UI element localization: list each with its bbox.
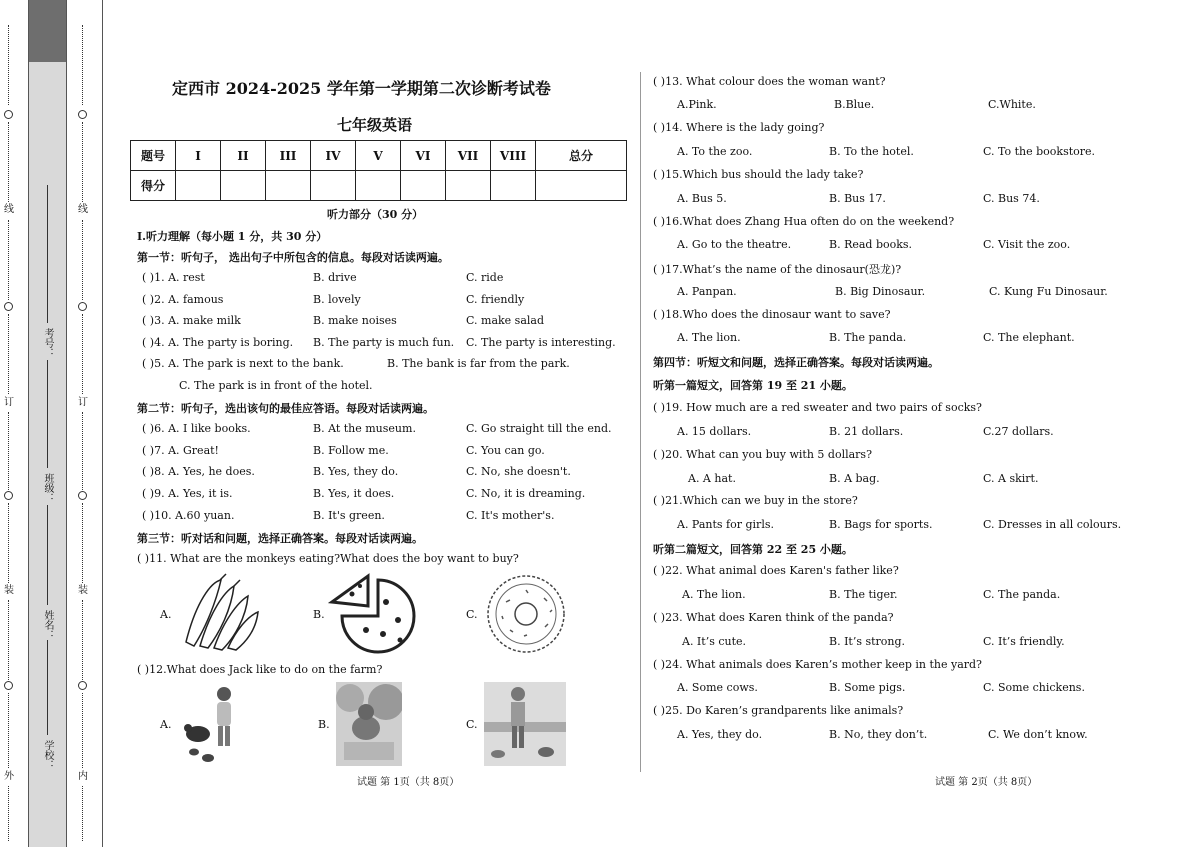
q10-option-b: B. It's green. [313, 509, 385, 522]
binding-circle [78, 110, 87, 119]
q7-option-b: B. Follow me. [313, 444, 389, 457]
q17-question: ( )17.What’s the name of the dinosaur(恐龙)? [653, 263, 902, 276]
q19-option-a: A. 15 dollars. [677, 425, 752, 438]
q21-question: ( )21.Which can we buy in the store? [653, 494, 858, 507]
q11-label-a: A. [160, 608, 172, 621]
q24-option-b: B. Some pigs. [829, 681, 906, 694]
score-header-cell: VII [446, 141, 491, 171]
q15-question: ( )15.Which bus should the lady take? [653, 168, 864, 181]
q4-option-b: B. The party is much fun. [313, 336, 455, 349]
footer-page-1: 试题 第 1页（共 8页） [357, 777, 460, 788]
binding-circle [4, 110, 13, 119]
q8-option-b: B. Yes, they do. [313, 465, 399, 478]
q14-option-b: B. To the hotel. [829, 145, 914, 158]
q11-label-c: C. [466, 608, 478, 621]
q12-question: ( )12.What does Jack like to do on the farm? [137, 663, 383, 676]
score-header-cell: 题号 [131, 141, 176, 171]
q24-option-c: C. Some chickens. [983, 681, 1085, 694]
listening-title: 听力部分（30 分） [327, 208, 424, 221]
score-header-cell: III [266, 141, 311, 171]
footer-page-2: 试题 第 2页（共 8页） [935, 777, 1038, 788]
exam-subtitle: 七年级英语 [337, 116, 413, 134]
q23-option-a: A. It’s cute. [682, 635, 747, 648]
monkey-in-tree-image [336, 682, 402, 766]
q20-option-c: C. A skirt. [983, 472, 1039, 485]
q11-question: ( )11. What are the monkeys eating?What does the boy want to buy? [137, 552, 519, 565]
q18-option-a: A. The lion. [677, 331, 741, 344]
q22-question: ( )22. What animal does Karen's father like? [653, 564, 899, 577]
score-header-cell: VIII [491, 141, 536, 171]
q14-option-c: C. To the bookstore. [983, 145, 1096, 158]
q13-option-c: C.White. [988, 98, 1036, 111]
q16-option-b: B. Read books. [829, 238, 913, 251]
q21-option-b: B. Bags for sports. [829, 518, 933, 531]
binding-mark-nei: 内 [78, 771, 88, 782]
q7-option-c: C. You can go. [466, 444, 545, 457]
q1-option-b: B. drive [313, 271, 357, 284]
q1-option-c: C. ride [466, 271, 504, 284]
q14-question: ( )14. Where is the lady going? [653, 121, 825, 134]
binding-line-left [28, 0, 29, 847]
q17-option-b: B. Big Dinosaur. [835, 285, 926, 298]
binding-mark-xian: 线 [4, 204, 14, 215]
q3-option-a: ( )3. A. make milk [142, 314, 241, 327]
bananas-image [176, 572, 262, 652]
q24-question: ( )24. What animals does Karen’s mother keep in the yard? [653, 658, 982, 671]
q21-option-a: A. Pants for girls. [677, 518, 774, 531]
score-cell[interactable] [176, 171, 221, 201]
q9-option-b: B. Yes, it does. [313, 487, 395, 500]
q12-label-a: A. [160, 718, 172, 731]
q22-option-a: A. The lion. [682, 588, 746, 601]
binding-line-right [102, 0, 103, 847]
binding-circle [4, 681, 13, 690]
score-cell[interactable] [446, 171, 491, 201]
binding-circle [78, 681, 87, 690]
field-label-examno: 考号： [42, 328, 53, 358]
q19-option-c: C.27 dollars. [983, 425, 1054, 438]
q17-option-a: A. Panpan. [677, 285, 737, 298]
q20-option-a: A. A hat. [688, 472, 736, 485]
section1-title: 第一节：听句子， 选出句子中所包含的信息。每段对话读两遍。 [137, 251, 449, 264]
field-name-line[interactable] [47, 505, 48, 605]
donut-image [484, 572, 568, 656]
field-label-name: 姓名： [42, 610, 53, 640]
pizza-image [328, 572, 420, 656]
q18-question: ( )18.Who does the dinosaur want to save? [653, 308, 891, 321]
score-cell[interactable] [311, 171, 356, 201]
field-label-school: 学校： [42, 740, 53, 770]
field-class-line[interactable] [47, 360, 48, 468]
q20-option-b: B. A bag. [829, 472, 880, 485]
binding-circle [4, 491, 13, 500]
score-table-header-row [131, 141, 627, 171]
q4-option-c: C. The party is interesting. [466, 336, 616, 349]
q8-option-c: C. No, she doesn't. [466, 465, 571, 478]
score-cell[interactable] [536, 171, 627, 201]
man-with-dogs-image [484, 682, 566, 766]
binding-line-mid [66, 0, 67, 847]
q3-option-b: B. make noises [313, 314, 397, 327]
score-cell[interactable] [356, 171, 401, 201]
q6-option-b: B. At the museum. [313, 422, 416, 435]
q21-option-c: C. Dresses in all colours. [983, 518, 1122, 531]
binding-mark-wai: 外 [4, 771, 14, 782]
q22-option-b: B. The tiger. [829, 588, 898, 601]
q7-option-a: ( )7. A. Great! [142, 444, 219, 457]
section4-title: 第四节：听短文和问题，选择正确答案。每段对话读两遍。 [653, 356, 939, 369]
exam-title: 定西市 2024-2025 学年第一学期第二次诊断考试卷 [172, 79, 551, 98]
q23-question: ( )23. What does Karen think of the panda? [653, 611, 894, 624]
binding-mark-ding: 订 [4, 397, 14, 408]
q19-option-b: B. 21 dollars. [829, 425, 904, 438]
boy-with-chickens-image [178, 682, 256, 766]
q25-option-b: B. No, they don’t. [829, 728, 928, 741]
page-divider [640, 72, 641, 772]
score-header-cell: I [176, 141, 221, 171]
binding-circle [78, 491, 87, 500]
score-cell[interactable] [221, 171, 266, 201]
binding-circle [78, 302, 87, 311]
q18-option-c: C. The elephant. [983, 331, 1075, 344]
q25-question: ( )25. Do Karen’s grandparents like animals? [653, 704, 904, 717]
q11-label-b: B. [313, 608, 325, 621]
q17-option-c: C. Kung Fu Dinosaur. [989, 285, 1108, 298]
q6-option-a: ( )6. A. I like books. [142, 422, 251, 435]
score-row-label: 得分 [131, 171, 176, 201]
q12-label-c: C. [466, 718, 478, 731]
q5-option-a: ( )5. A. The park is next to the bank. [142, 357, 344, 370]
q16-option-a: A. Go to the theatre. [677, 238, 792, 251]
q8-option-a: ( )8. A. Yes, he does. [142, 465, 255, 478]
q2-option-b: B. lovely [313, 293, 361, 306]
field-examno-line[interactable] [47, 185, 48, 323]
score-cell[interactable] [401, 171, 446, 201]
q6-option-c: C. Go straight till the end. [466, 422, 612, 435]
score-cell[interactable] [266, 171, 311, 201]
score-table-score-row [131, 171, 627, 201]
q25-option-c: C. We don’t know. [988, 728, 1088, 741]
binding-mark-xian: 线 [78, 204, 88, 215]
q24-option-a: A. Some cows. [677, 681, 758, 694]
passage2-instruction: 听第二篇短文，回答第 22 至 25 小题。 [653, 543, 853, 556]
q15-option-a: A. Bus 5. [677, 192, 727, 205]
outer-dotted-column [3, 0, 15, 847]
q22-option-c: C. The panda. [983, 588, 1061, 601]
binding-circle [4, 302, 13, 311]
q3-option-c: C. make salad [466, 314, 544, 327]
q14-option-a: A. To the zoo. [677, 145, 753, 158]
q4-option-a: ( )4. A. The party is boring. [142, 336, 294, 349]
q9-option-c: C. No, it is dreaming. [466, 487, 586, 500]
score-table [130, 140, 627, 201]
q9-option-a: ( )9. A. Yes, it is. [142, 487, 233, 500]
q23-option-b: B. It’s strong. [829, 635, 906, 648]
score-header-cell: 总分 [536, 141, 627, 171]
score-header-cell: V [356, 141, 401, 171]
binding-mark-ding: 订 [78, 397, 88, 408]
field-school-line[interactable] [47, 640, 48, 735]
section2-title: 第二节：听句子，选出该句的最佳应答语。每段对话读两遍。 [137, 402, 434, 415]
q13-question: ( )13. What colour does the woman want? [653, 75, 886, 88]
binding-mark-zhuang: 装 [78, 585, 88, 596]
q19-question: ( )19. How much are a red sweater and two pairs of socks? [653, 401, 982, 414]
binding-mark-zhuang: 装 [4, 585, 14, 596]
field-label-class: 班级： [42, 473, 53, 503]
score-header-cell: VI [401, 141, 446, 171]
q5-option-c: C. The park is in front of the hotel. [179, 379, 373, 392]
part1-title: I.听力理解（每小题 1 分，共 30 分） [137, 230, 328, 243]
q15-option-b: B. Bus 17. [829, 192, 886, 205]
q20-question: ( )20. What can you buy with 5 dollars? [653, 448, 872, 461]
q15-option-c: C. Bus 74. [983, 192, 1040, 205]
q16-option-c: C. Visit the zoo. [983, 238, 1071, 251]
q1-option-a: ( )1. A. rest [142, 271, 205, 284]
q10-option-c: C. It's mother's. [466, 509, 555, 522]
passage1-instruction: 听第一篇短文，回答第 19 至 21 小题。 [653, 379, 853, 392]
q18-option-b: B. The panda. [829, 331, 907, 344]
score-cell[interactable] [491, 171, 536, 201]
q16-question: ( )16.What does Zhang Hua often do on the weekend? [653, 215, 955, 228]
q13-option-a: A.Pink. [677, 98, 717, 111]
q23-option-c: C. It’s friendly. [983, 635, 1065, 648]
q5-option-b: B. The bank is far from the park. [387, 357, 570, 370]
q2-option-a: ( )2. A. famous [142, 293, 224, 306]
q25-option-a: A. Yes, they do. [677, 728, 763, 741]
inner-dotted-column [77, 0, 89, 847]
q12-label-b: B. [318, 718, 330, 731]
q2-option-c: C. friendly [466, 293, 525, 306]
binding-strip [0, 0, 102, 847]
q13-option-b: B.Blue. [834, 98, 875, 111]
score-header-cell: IV [311, 141, 356, 171]
score-header-cell: II [221, 141, 266, 171]
binding-dark-block [28, 0, 66, 62]
q10-option-a: ( )10. A.60 yuan. [142, 509, 235, 522]
section3-title: 第三节：听对话和问题，选择正确答案。每段对话读两遍。 [137, 532, 423, 545]
